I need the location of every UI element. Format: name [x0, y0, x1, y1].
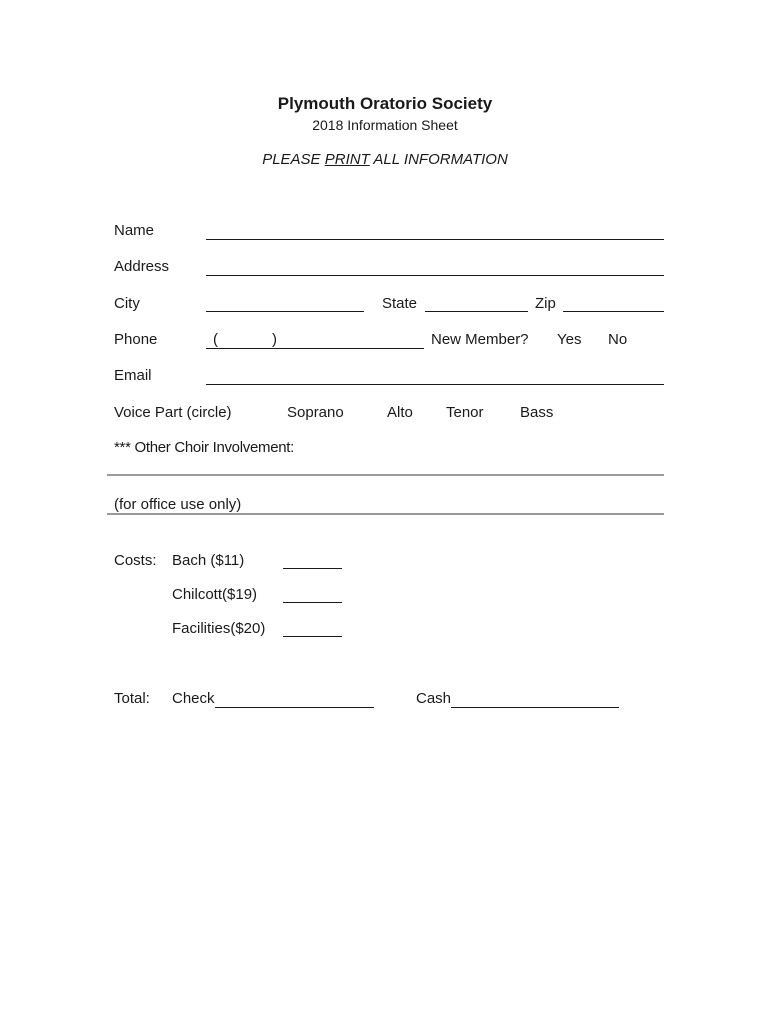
voice-option-tenor[interactable]: Tenor	[446, 404, 484, 421]
cost-item-facilities: Facilities($20)	[172, 620, 266, 637]
voice-option-alto[interactable]: Alto	[387, 404, 413, 421]
new-member-yes[interactable]: Yes	[557, 331, 582, 348]
new-member-no[interactable]: No	[608, 331, 628, 348]
zip-label: Zip	[535, 295, 556, 312]
address-label: Address	[114, 258, 170, 275]
check-label: Check	[172, 690, 215, 707]
state-label: State	[382, 295, 418, 312]
city-field[interactable]	[206, 311, 364, 312]
name-field[interactable]	[206, 239, 664, 240]
cost-item-chilcott: Chilcott($19)	[172, 586, 258, 603]
office-divider-bottom	[107, 513, 664, 515]
phone-label: Phone	[114, 331, 158, 348]
total-label: Total:	[114, 690, 150, 707]
print-notice-post: ALL INFORMATION	[369, 151, 508, 168]
cost-facilities-field[interactable]	[283, 636, 342, 637]
cost-bach-field[interactable]	[283, 568, 342, 569]
cash-field[interactable]	[451, 707, 619, 708]
voice-option-soprano[interactable]: Soprano	[287, 404, 344, 421]
new-member-label: New Member?	[431, 331, 529, 348]
address-field[interactable]	[206, 275, 664, 276]
voice-option-bass[interactable]: Bass	[520, 404, 554, 421]
voice-part-label: Voice Part (circle)	[114, 404, 232, 421]
email-label: Email	[114, 367, 152, 384]
zip-field[interactable]	[563, 311, 664, 312]
name-label: Name	[114, 222, 155, 239]
other-choir-label: *** Other Choir Involvement:	[114, 439, 295, 456]
form-subtitle: 2018 Information Sheet	[312, 117, 458, 133]
costs-label: Costs:	[114, 552, 157, 569]
phone-field[interactable]	[206, 348, 424, 349]
check-field[interactable]	[215, 707, 374, 708]
office-divider-top	[107, 474, 664, 476]
cost-item-bach: Bach ($11)	[172, 552, 245, 569]
print-notice-emphasis: PRINT	[324, 151, 370, 168]
cash-label: Cash	[416, 690, 452, 707]
state-field[interactable]	[425, 311, 528, 312]
print-notice-pre: PLEASE	[262, 151, 325, 168]
cost-chilcott-field[interactable]	[283, 602, 342, 603]
city-label: City	[114, 295, 140, 312]
print-notice	[0, 151, 770, 169]
phone-area-open: (	[213, 331, 218, 348]
office-use-label: (for office use only)	[114, 496, 242, 513]
email-field[interactable]	[206, 384, 664, 385]
phone-area-close: )	[272, 331, 277, 348]
form-title: Plymouth Oratorio Society	[277, 94, 493, 113]
